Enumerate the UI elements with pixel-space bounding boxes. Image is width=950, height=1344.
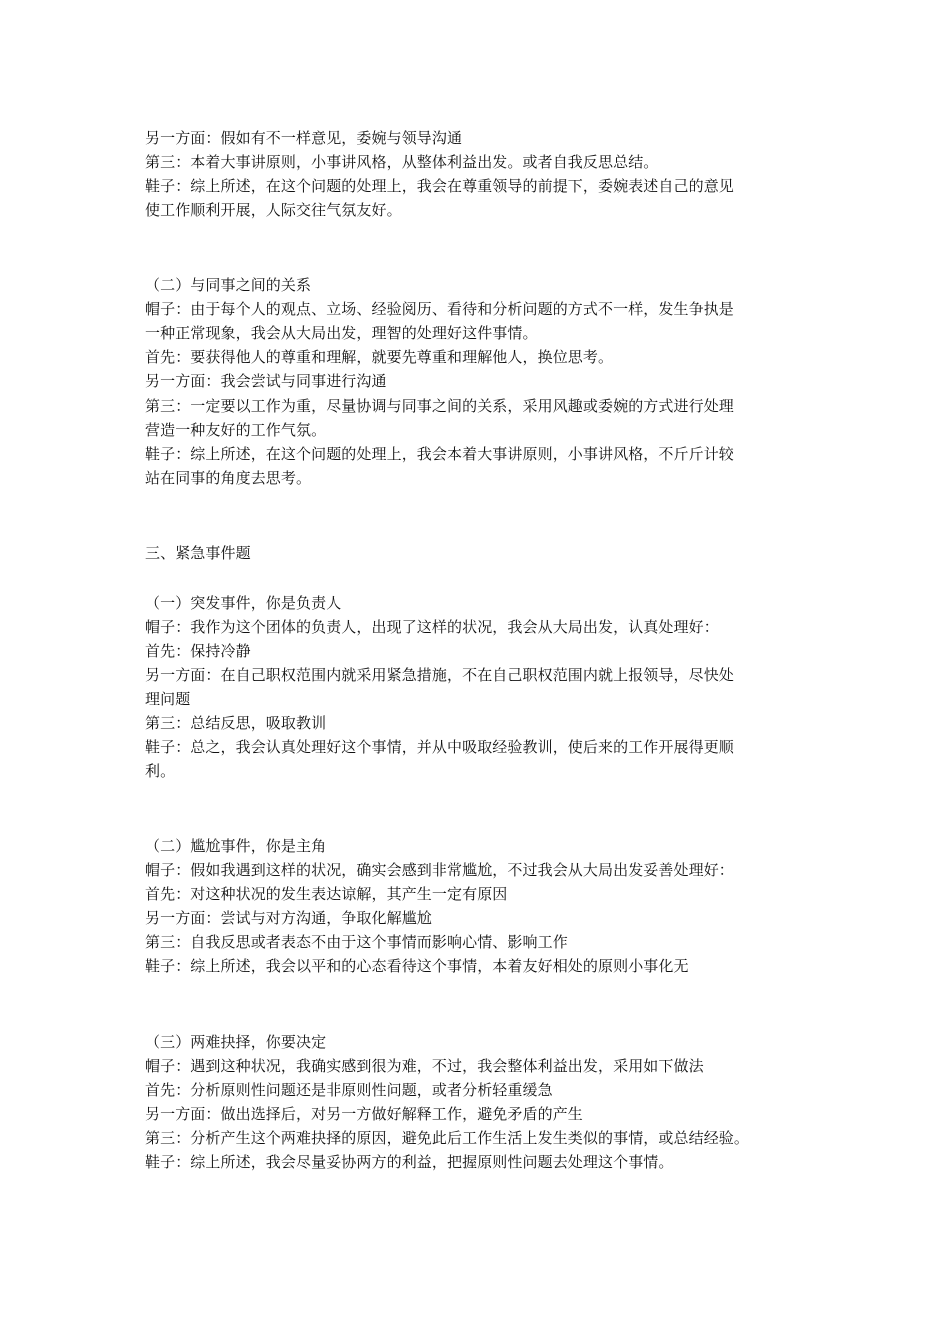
paragraph-line: 第三：分析产生这个两难抉择的原因，避免此后工作生活上发生类似的事情，或总结经验。 bbox=[145, 1129, 750, 1147]
section-heading: （一）突发事件，你是负责人 bbox=[145, 594, 342, 612]
paragraph-line: 第三：一定要以工作为重，尽量协调与同事之间的关系，采用风趣或委婉的方式进行处理 bbox=[145, 397, 734, 415]
paragraph-line: 首先：分析原则性问题还是非原则性问题，或者分析轻重缓急 bbox=[145, 1081, 553, 1099]
paragraph-line: 理问题 bbox=[145, 690, 191, 708]
paragraph-line: 另一方面：在自己职权范围内就采用紧急措施，不在自己职权范围内就上报领导，尽快处 bbox=[145, 666, 734, 684]
chapter-title: 三、紧急事件题 bbox=[145, 544, 251, 562]
paragraph-line: 鞋子：综上所述，我会以平和的心态看待这个事情，本着友好相处的原则小事化无 bbox=[145, 957, 689, 975]
paragraph-line: 鞋子：总之，我会认真处理好这个事情，并从中吸取经验教训，使后来的工作开展得更顺 bbox=[145, 738, 734, 756]
paragraph-line: 帽子：假如我遇到这样的状况，确实会感到非常尴尬，不过我会从大局出发妥善处理好： bbox=[145, 861, 734, 879]
section-heading: （二）尴尬事件，你是主角 bbox=[145, 837, 327, 855]
paragraph-line: 帽子：由于每个人的观点、立场、经验阅历、看待和分析问题的方式不一样，发生争执是 bbox=[145, 300, 734, 318]
paragraph-line: 使工作顺利开展，人际交往气氛友好。 bbox=[145, 201, 402, 219]
paragraph-line: 站在同事的角度去思考。 bbox=[145, 469, 312, 487]
paragraph-line: 另一方面：尝试与对方沟通，争取化解尴尬 bbox=[145, 909, 432, 927]
paragraph-line: 首先：对这种状况的发生表达谅解，其产生一定有原因 bbox=[145, 885, 508, 903]
paragraph-line: 第三：总结反思，吸取教训 bbox=[145, 714, 327, 732]
paragraph-line: 第三：本着大事讲原则，小事讲风格，从整体利益出发。或者自我反思总结。 bbox=[145, 153, 659, 171]
section-heading: （二）与同事之间的关系 bbox=[145, 276, 312, 294]
paragraph-line: 第三：自我反思或者表态不由于这个事情而影响心情、影响工作 bbox=[145, 933, 568, 951]
paragraph-line: 鞋子：综上所述，我会尽量妥协两方的利益，把握原则性问题去处理这个事情。 bbox=[145, 1153, 674, 1171]
paragraph-line: 一种正常现象，我会从大局出发，理智的处理好这件事情。 bbox=[145, 324, 538, 342]
paragraph-line: 另一方面：做出选择后，对另一方做好解释工作，避免矛盾的产生 bbox=[145, 1105, 583, 1123]
paragraph-line: 鞋子：综上所述，在这个问题的处理上，我会在尊重领导的前提下，委婉表述自己的意见 bbox=[145, 177, 734, 195]
paragraph-line: 帽子：我作为这个团体的负责人，出现了这样的状况，我会从大局出发，认真处理好： bbox=[145, 618, 719, 636]
paragraph-line: 营造一种友好的工作气氛。 bbox=[145, 421, 327, 439]
paragraph-line: 首先：保持冷静 bbox=[145, 642, 251, 660]
paragraph-line: 利。 bbox=[145, 762, 176, 780]
paragraph-line: 另一方面：假如有不一样意见，委婉与领导沟通 bbox=[145, 129, 463, 147]
paragraph-line: 鞋子：综上所述，在这个问题的处理上，我会本着大事讲原则，小事讲风格，不斤斤计较 bbox=[145, 445, 734, 463]
paragraph-line: 另一方面：我会尝试与同事进行沟通 bbox=[145, 372, 387, 390]
section-heading: （三）两难抉择，你要决定 bbox=[145, 1033, 327, 1051]
paragraph-line: 帽子：遇到这种状况，我确实感到很为难，不过，我会整体利益出发，采用如下做法 bbox=[145, 1057, 704, 1075]
paragraph-line: 首先：要获得他人的尊重和理解，就要先尊重和理解他人，换位思考。 bbox=[145, 348, 614, 366]
